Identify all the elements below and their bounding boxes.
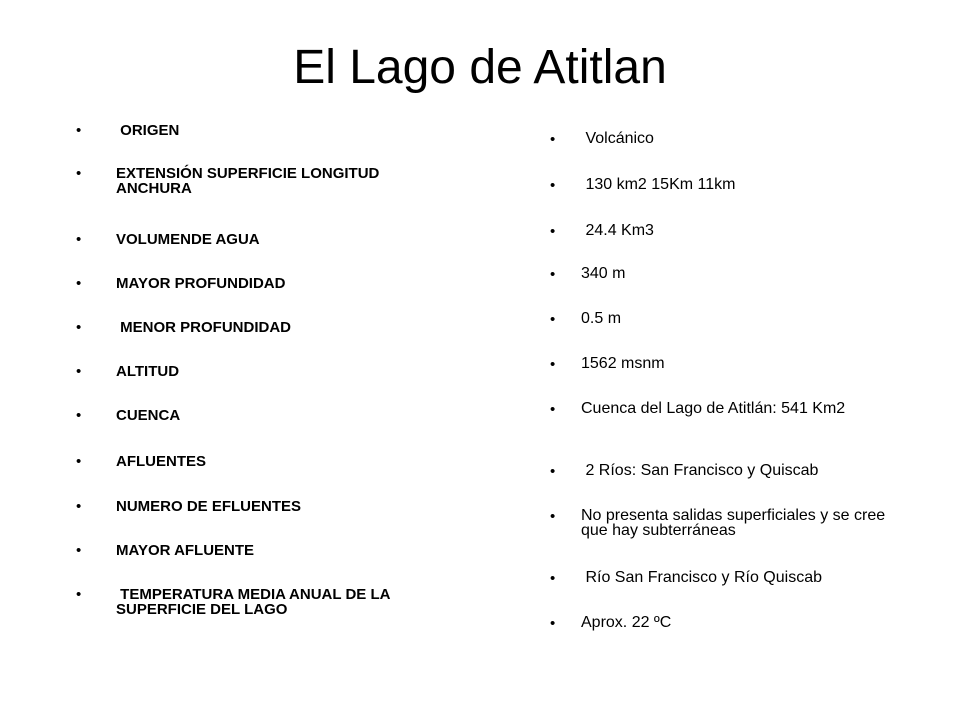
list-item: [550, 311, 910, 328]
item-label: ALTITUD: [116, 363, 180, 380]
item-label: AFLUENTES: [116, 453, 206, 470]
bullet: •: [76, 407, 82, 424]
item-value: 1562 msnm: [581, 355, 665, 372]
list-item: [550, 131, 910, 148]
list-item: [550, 570, 910, 587]
bullet: •: [550, 508, 556, 525]
item-label: MAYOR PROFUNDIDAD: [116, 275, 286, 292]
item-label: ORIGEN: [116, 122, 180, 139]
list-item: [550, 463, 910, 480]
bullet: •: [76, 542, 82, 559]
item-value: Cuenca del Lago de Atitlán: 541 Km2: [581, 400, 846, 417]
bullet: •: [550, 356, 556, 373]
item-label: TEMPERATURA MEDIA ANUAL DE LA SUPERFICIE DEL LAGO: [116, 586, 395, 618]
list-item: [550, 223, 910, 240]
bullet: •: [550, 131, 556, 148]
bullet: •: [76, 319, 82, 336]
bullet: •: [76, 122, 82, 139]
slide-title: El Lago de Atitlan: [293, 41, 667, 94]
list-item: [550, 615, 910, 632]
item-value: Aprox. 22 ºC: [581, 614, 672, 631]
item-label: MENOR PROFUNDIDAD: [116, 319, 292, 336]
item-label: NUMERO DE EFLUENTES: [116, 498, 302, 515]
bullet: •: [550, 570, 556, 587]
item-value: 2 Ríos: San Francisco y Quiscab: [581, 462, 819, 479]
list-item: [76, 408, 406, 423]
bullet: •: [76, 453, 82, 470]
item-value: No presenta salidas superficiales y se cree que hay subterráneas: [581, 507, 890, 539]
list-item: [550, 508, 910, 538]
bullet: •: [76, 363, 82, 380]
bullet: •: [550, 223, 556, 240]
list-item: [550, 401, 910, 418]
list-item: [76, 232, 406, 247]
list-item: [76, 320, 406, 335]
list-item: [76, 454, 406, 469]
item-value: 130 km2 15Km 11km: [581, 176, 736, 193]
list-item: [550, 266, 910, 283]
bullet: •: [76, 498, 82, 515]
item-value: 24.4 Km3: [581, 222, 654, 239]
bullet: •: [550, 266, 556, 283]
item-value: 0.5 m: [581, 310, 622, 327]
bullet: •: [76, 586, 82, 603]
bullet: •: [550, 311, 556, 328]
list-item: [76, 364, 406, 379]
list-item: [76, 499, 406, 514]
list-item: [550, 177, 910, 194]
bullet: •: [550, 615, 556, 632]
bullet: •: [76, 231, 82, 248]
list-item: [550, 356, 910, 373]
item-label: VOLUMENDE AGUA: [116, 231, 260, 248]
bullet: •: [76, 165, 82, 182]
list-item: [76, 276, 406, 291]
list-item: [76, 123, 406, 138]
bullet: •: [550, 177, 556, 194]
item-value: 340 m: [581, 265, 626, 282]
item-label: EXTENSIÓN SUPERFICIE LONGITUD ANCHURA: [116, 165, 383, 197]
item-label: CUENCA: [116, 407, 181, 424]
bullet: •: [550, 463, 556, 480]
item-value: Volcánico: [581, 130, 654, 147]
item-value: Río San Francisco y Río Quiscab: [581, 569, 822, 586]
item-label: MAYOR AFLUENTE: [116, 542, 255, 559]
bullet: •: [76, 275, 82, 292]
list-item: [76, 166, 406, 196]
list-item: [76, 587, 406, 617]
bullet: •: [550, 401, 556, 418]
list-item: [76, 543, 406, 558]
